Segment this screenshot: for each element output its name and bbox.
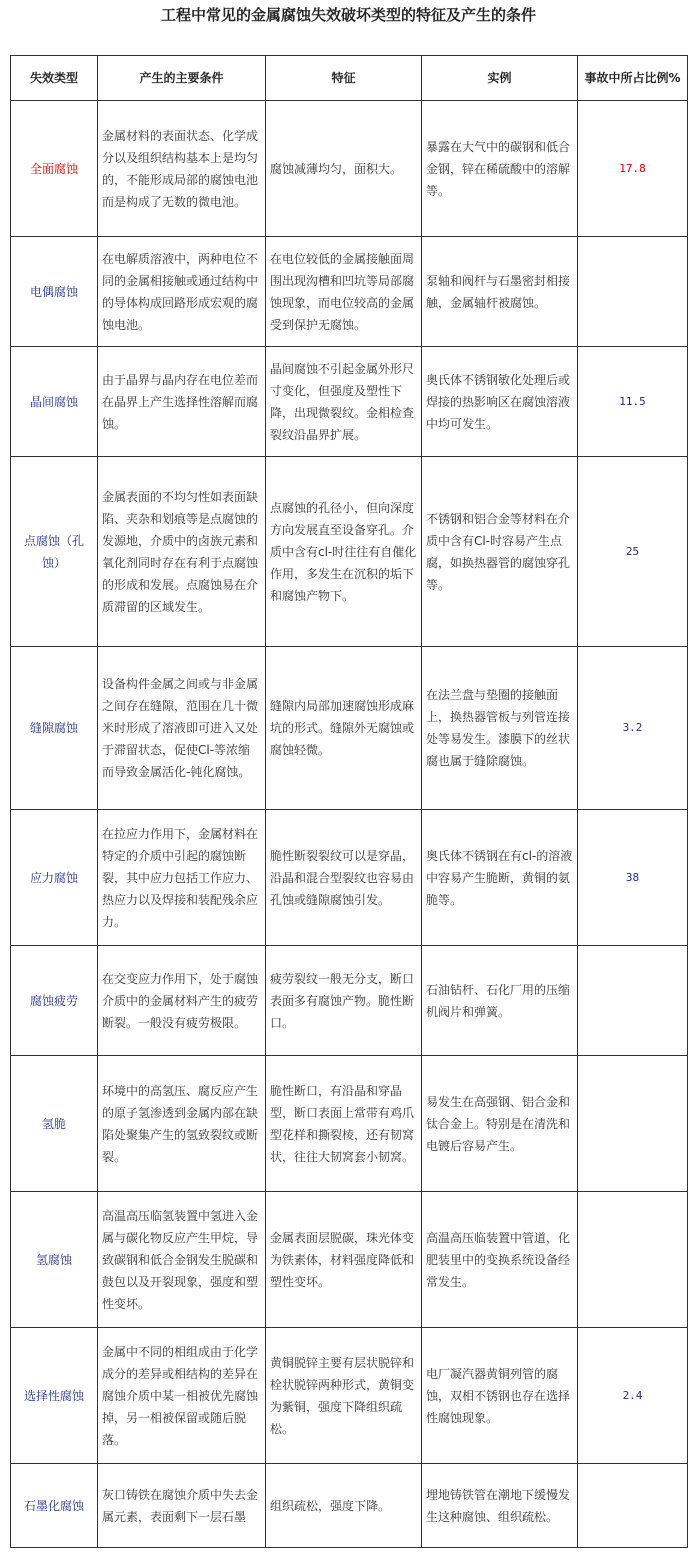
- percentage-cell: [578, 946, 688, 1056]
- page-title: 工程中常见的金属腐蚀失效破坏类型的特征及产生的条件: [160, 6, 536, 24]
- percentage-cell: 11.5: [578, 347, 688, 457]
- feature-cell: 组织疏松，强度下降。: [266, 1464, 422, 1548]
- failure-type-cell: 氢脆: [11, 1056, 98, 1192]
- table-row: [11, 1328, 688, 1464]
- example-cell: 泵轴和阀杆与石墨密封相接触，金属轴杆被腐蚀。: [422, 237, 578, 347]
- percentage-cell: [578, 1192, 688, 1328]
- feature-cell: 腐蚀减薄均匀，面积大。: [266, 101, 422, 237]
- condition-cell: 金属材料的表面状态、化学成分以及组织结构基本上是均匀的，不能形成局部的腐蚀电池而是构成了无数的微电池。: [98, 101, 266, 237]
- condition-cell: 在拉应力作用下，金属材料在特定的介质中引起的腐蚀断裂，其中应力包括工作应力、热应力以及焊接和装配残余应力。: [98, 810, 266, 946]
- failure-type-cell: 点腐蚀（孔蚀）: [11, 457, 98, 647]
- example-cell: 石油钻杆、石化厂用的压缩机阀片和弹簧。: [422, 946, 578, 1056]
- example-cell: 不锈钢和铝合金等材料在介质中含有Cl-时容易产生点腐，如换热器管的腐蚀穿孔等。: [422, 457, 578, 647]
- corrosion-table: [10, 55, 688, 1548]
- failure-type-cell: 腐蚀疲劳: [11, 946, 98, 1056]
- percentage-cell: 25: [578, 457, 688, 647]
- table-row: [11, 810, 688, 946]
- condition-cell: 由于晶界与晶内存在电位差而在晶界上产生选择性溶解而腐蚀。: [98, 347, 266, 457]
- example-cell: 电厂凝汽器黄铜列管的腐蚀，双相不锈钢也存在选择性腐蚀现象。: [422, 1328, 578, 1464]
- percentage-cell: 3.2: [578, 647, 688, 810]
- failure-type-cell: 电偶腐蚀: [11, 237, 98, 347]
- example-cell: 易发生在高强钢、铝合金和钛合金上。特别是在清洗和电镀后容易产生。: [422, 1056, 578, 1192]
- example-cell: 高温高压临装置中管道，化肥装里中的变换系统设备经常发生。: [422, 1192, 578, 1328]
- failure-type-cell: 石墨化腐蚀: [11, 1464, 98, 1548]
- percentage-cell: 17.8: [578, 101, 688, 237]
- condition-cell: 在交变应力作用下，处于腐蚀介质中的金属材料产生的疲劳断裂。一般没有疲劳极限。: [98, 946, 266, 1056]
- example-cell: 奥氏体不锈钢在有cl-的溶液中容易产生脆断，黄铜的氨脆等。: [422, 810, 578, 946]
- example-cell: 暴露在大气中的碳钢和低合金钢，锌在稀硫酸中的溶解等。: [422, 101, 578, 237]
- table-row: [11, 457, 688, 647]
- example-cell: 奥氏体不锈钢敏化处理后或焊接的热影响区在腐蚀溶液中均可发生。: [422, 347, 578, 457]
- table-row: [11, 347, 688, 457]
- failure-type-cell: 全面腐蚀: [11, 101, 98, 237]
- example-cell: 在法兰盘与垫圈的接触面上，换热器管板与列管连接处等易发生。漆膜下的丝状腐也属于缝除腐蚀。: [422, 647, 578, 810]
- feature-cell: 在电位较低的金属接触面周围出现沟槽和凹坑等局部腐蚀现象，而电位较高的金属受到保护无腐蚀。: [266, 237, 422, 347]
- table-row: [11, 237, 688, 347]
- feature-cell: 脆性断裂裂纹可以是穿晶，沿晶和混合型裂纹也容易由孔蚀或缝隙腐蚀引发。: [266, 810, 422, 946]
- percentage-cell: 38: [578, 810, 688, 946]
- example-cell: 埋地铸铁管在潮地下缓慢发生这种腐蚀、组织疏松。: [422, 1464, 578, 1548]
- condition-cell: 灰口铸铁在腐蚀介质中失去金属元素，表面剩下一层石墨: [98, 1464, 266, 1548]
- table-row: [11, 1192, 688, 1328]
- table-header-row: [11, 56, 688, 101]
- condition-cell: 环境中的高氢压、腐反应产生的原子氢渗透到金属内部在缺陷处聚集产生的氢致裂纹或断裂。: [98, 1056, 266, 1192]
- table-row: [11, 647, 688, 810]
- feature-cell: 黄铜脱锌主要有层状脱锌和栓状脱锌两种形式，黄铜变为紫铜，强度下降组织疏松。: [266, 1328, 422, 1464]
- condition-cell: 设备构件金属之间或与非金属之间存在缝隙，范围在几十微米时形成了溶液即可进入又处于滞留状态，促使Cl-等浓缩而导致金属活化-钝化腐蚀。: [98, 647, 266, 810]
- failure-type-cell: 氢腐蚀: [11, 1192, 98, 1328]
- feature-cell: 缝隙内局部加速腐蚀形成麻坑的形式。缝隙外无腐蚀或腐蚀轻微。: [266, 647, 422, 810]
- header-main-condition: 产生的主要条件: [98, 56, 266, 101]
- failure-type-cell: 晶间腐蚀: [11, 347, 98, 457]
- header-feature: 特征: [266, 56, 422, 101]
- failure-type-cell: 选择性腐蚀: [11, 1328, 98, 1464]
- percentage-cell: [578, 1056, 688, 1192]
- failure-type-cell: 缝隙腐蚀: [11, 647, 98, 810]
- failure-type-cell: 应力腐蚀: [11, 810, 98, 946]
- percentage-cell: [578, 237, 688, 347]
- feature-cell: 脆性断口，有沿晶和穿晶型，断口表面上常带有鸡爪型花样和撕裂棱，还有韧窝状，往往大韧窝套小韧窝。: [266, 1056, 422, 1192]
- header-example: 实例: [422, 56, 578, 101]
- feature-cell: 疲劳裂纹一般无分支，断口表面多有腐蚀产物。脆性断口。: [266, 946, 422, 1056]
- condition-cell: 金属表面的不均匀性如表面缺陷、夹杂和划痕等是点腐蚀的发源地，介质中的卤族元素和氧化剂同时存在有利于点腐蚀的形成和发展。点腐蚀易在介质滞留的区域发生。: [98, 457, 266, 647]
- condition-cell: 金属中不同的相组成由于化学成分的差异或相结构的差异在腐蚀介质中某一相被优先腐蚀掉，另一相被保留或随后脱落。: [98, 1328, 266, 1464]
- feature-cell: 晶间腐蚀不引起金属外形尺寸变化，但强度及塑性下降，出现微裂纹。金相检查裂纹沿晶界扩展。: [266, 347, 422, 457]
- table-row: [11, 1464, 688, 1548]
- percentage-cell: 2.4: [578, 1328, 688, 1464]
- feature-cell: 点腐蚀的孔径小，但向深度方向发展直至设备穿孔。介质中含有cl-时往往有自催化作用，多发生在沉积的垢下和腐蚀产物下。: [266, 457, 422, 647]
- table-row: [11, 946, 688, 1056]
- table-row: [11, 1056, 688, 1192]
- feature-cell: 金属表面层脱碳，珠光体变为铁素体，材料强度降低和塑性变坏。: [266, 1192, 422, 1328]
- header-failure-type: 失效类型: [11, 56, 98, 101]
- header-accident-percentage: 事故中所占比例%: [578, 56, 688, 101]
- percentage-cell: [578, 1464, 688, 1548]
- condition-cell: 高温高压临氢装置中氢进入金属与碳化物反应产生甲烷，导致碳钢和低合金钢发生脱碳和鼓包以及开裂现象，强度和塑性变坏。: [98, 1192, 266, 1328]
- condition-cell: 在电解质溶液中，两种电位不同的金属相接触或通过结构中的导体构成回路形成宏观的腐蚀电池。: [98, 237, 266, 347]
- table-row: [11, 101, 688, 237]
